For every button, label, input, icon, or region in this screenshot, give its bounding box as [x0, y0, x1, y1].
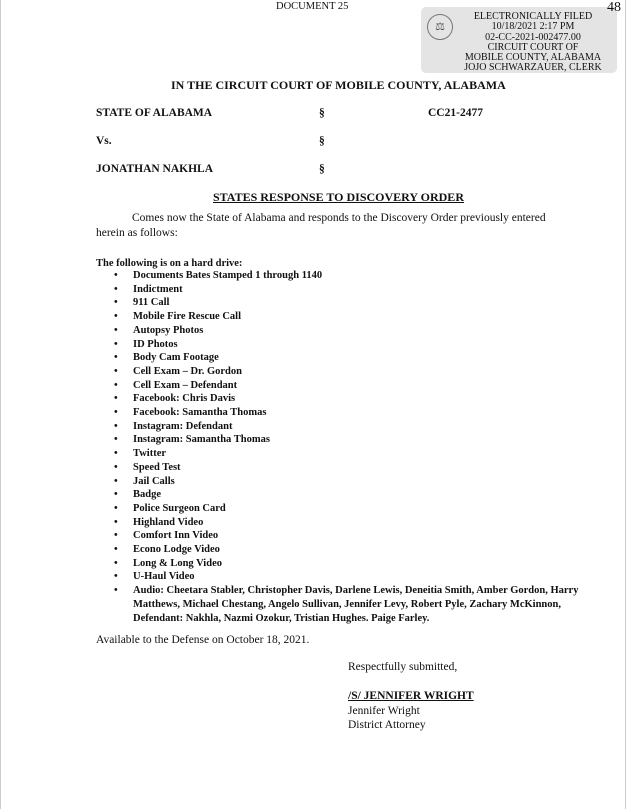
stamp-line: ELECTRONICALLY FILED	[473, 11, 593, 22]
closing: Respectfully submitted,	[348, 661, 458, 673]
page-number: 48	[607, 0, 621, 15]
list-item: • Facebook: Chris Davis	[114, 392, 584, 406]
list-item: • Audio: Cheetara Stabler, Christopher Davis, Darlene Lewis, Deneitia Smith, Amber Gordon, Harry Matthews, Michael Chestang, Angelo Sullivan, Jennifer Levy, Robert Pyle, Zachary McKinnon, Defendant: Nakhla, Nazmi Ozokur, Tristian Hughes. Paige Farley.	[114, 584, 584, 625]
list-item: • Speed Test	[114, 461, 584, 475]
section-symbol: §	[319, 163, 325, 175]
list-item: • Twitter	[114, 447, 584, 461]
versus: Vs.	[96, 135, 112, 147]
list-item: • Facebook: Samantha Thomas	[114, 406, 584, 420]
list-item: • Autopsy Photos	[114, 324, 584, 338]
plaintiff: STATE OF ALABAMA	[96, 107, 213, 119]
stamp-line: CIRCUIT COURT OF	[487, 41, 579, 53]
list-item: • Cell Exam – Dr. Gordon	[114, 365, 584, 379]
signer-title: District Attorney	[348, 719, 426, 731]
stamp-line: MOBILE COUNTY, ALABAMA	[464, 52, 602, 64]
list-item: • Jail Calls	[114, 475, 584, 489]
section-symbol: §	[319, 107, 325, 119]
list-item: • Documents Bates Stamped 1 through 1140	[114, 269, 584, 283]
defendant: JONATHAN NAKHLA	[96, 163, 214, 175]
signer-name: Jennifer Wright	[348, 705, 420, 717]
list-item: • Highland Video	[114, 516, 584, 530]
list-item: • ID Photos	[114, 338, 584, 352]
availability-statement: Available to the Defense on October 18, 2021.	[96, 634, 310, 646]
list-item: • Long & Long Video	[114, 557, 584, 571]
stamp-line: JOJO SCHWARZAUER, CLERK	[464, 62, 602, 74]
list-item: • Instagram: Defendant	[114, 420, 584, 434]
list-item: • Instagram: Samantha Thomas	[114, 433, 584, 447]
filing-stamp	[421, 7, 617, 73]
list-item: • Econo Lodge Video	[114, 543, 584, 557]
court-seal-icon: ⚖	[427, 14, 453, 40]
list-item: • Mobile Fire Rescue Call	[114, 310, 584, 324]
stamp-line: 10/18/2021 2:17 PM	[491, 21, 575, 33]
document-number: DOCUMENT 25	[276, 1, 349, 12]
list-item: • Comfort Inn Video	[114, 529, 584, 543]
section-symbol: §	[319, 135, 325, 147]
list-item: • Body Cam Footage	[114, 351, 584, 365]
list-item: • 911 Call	[114, 296, 584, 310]
signature: /S/ JENNIFER WRIGHT	[348, 690, 474, 702]
list-item: • Badge	[114, 488, 584, 502]
list-item: • Police Surgeon Card	[114, 502, 584, 516]
document-title: STATES RESPONSE TO DISCOVERY ORDER	[213, 190, 464, 204]
list-item: • U-Haul Video	[114, 570, 584, 584]
intro-paragraph: Comes now the State of Alabama and responds to the Discovery Order previously entered herein as follows:	[96, 212, 546, 239]
discovery-list	[114, 269, 584, 625]
stamp-line: 02-CC-2021-002477.00	[485, 31, 581, 43]
case-number: CC21-2477	[428, 107, 483, 119]
court-heading: IN THE CIRCUIT COURT OF MOBILE COUNTY, ALABAMA	[171, 78, 506, 92]
list-lead: The following is on a hard drive:	[96, 258, 243, 269]
list-item: • Cell Exam – Defendant	[114, 379, 584, 393]
list-item: • Indictment	[114, 283, 584, 297]
